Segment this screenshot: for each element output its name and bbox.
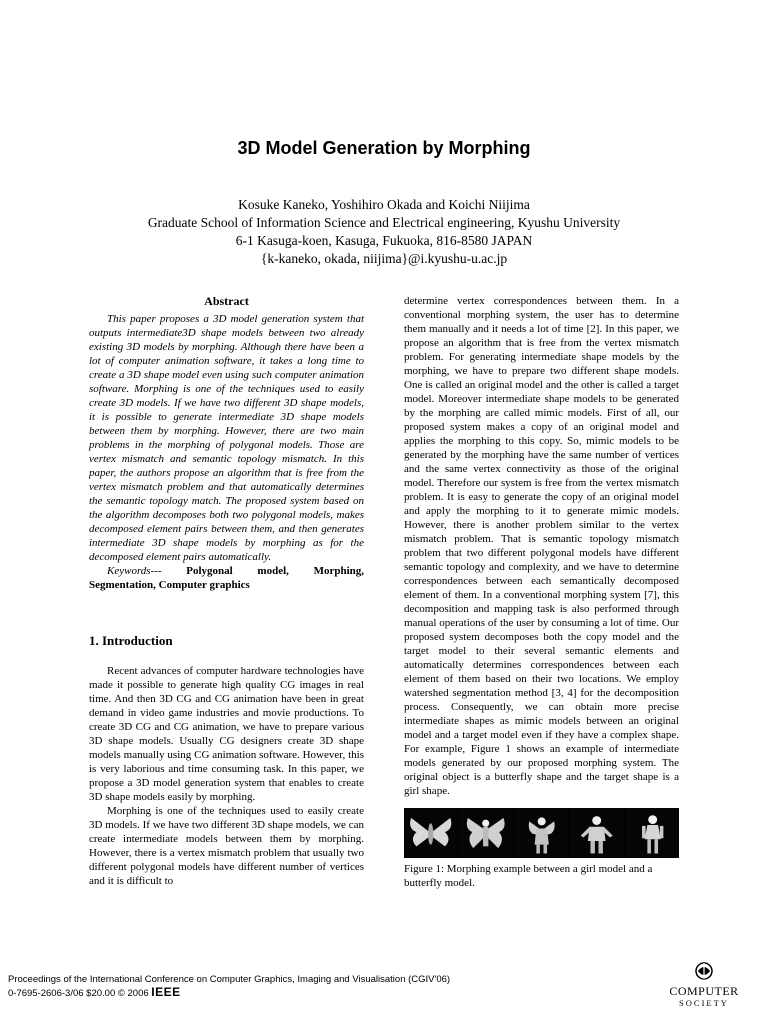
proceedings-line: Proceedings of the International Conference on Computer Graphics, Imaging and Visualisation (CGIV'06) xyxy=(8,974,451,985)
computer-society-logo xyxy=(664,962,744,1008)
figure-panel-step-3 xyxy=(515,808,568,858)
abstract-heading: Abstract xyxy=(204,294,249,308)
figure-panel-butterfly xyxy=(404,808,457,858)
introduction-heading: 1. Introduction xyxy=(89,633,173,648)
keywords-terms: Polygonal model, Morphing, Segmentation, Computer graphics xyxy=(89,565,364,591)
author-block xyxy=(0,196,768,268)
figure-panel-step-2 xyxy=(459,808,512,858)
isbn: 0-7695-2606-3/06 $20.00 © 2006 xyxy=(8,988,149,999)
isbn-line xyxy=(8,986,450,1000)
email: {k-kaneko, okada, niijima}@i.kyushu-u.ac.jp xyxy=(260,251,508,266)
ieee-logo: IEEE xyxy=(151,985,181,999)
figure-1-caption: Figure 1: Morphing example between a girl model and a butterfly model. xyxy=(404,863,653,889)
intro-paragraph-2: Morphing is one of the techniques used to easily create 3D models. If we have two different 3D shape models, we can create intermediate models between them by morphing. However, there is a vertex mismatch problem that usually two different polygonal models have different number of vertices and it is difficult to xyxy=(89,805,364,887)
intro-paragraph-3: determine vertex correspondences between them. In a conventional morphing system, the user has to determine them manually and it needs a lot of time [2]. In this paper, we propose an algorithm that is free from the vertex mismatch problem. For generating intermediate shape models by the morphing, we have to prepare two different shape models. One is called an original model and the other is called a target model. Moreover intermediate shape models to be generated by the morphing are called mimic models. First of all, our proposed system makes a copy of an original model and applies the morphing to this copy. So, mimic models to be generated by the morphing have the same number of vertices and the same vertex connectivity as those of the original model. Therefore our system is free from the vertex mismatch problem. It is easy to generate the copy of an original model and apply the morphing to it to generate mimic models. However, there is another problem similar to the vertex mismatch problem. That is semantic topology mismatch problem that two different polygonal models have different semantic topology and complexity, and we have to determine correspondences between each semantically decomposed element of them. In a conventional morphing system [7], this decomposition and mapping task is also performed through manual operations of the user by consuming a lot of time. Our proposed system decomposes both the copy model and the target model to their several semantic elements and automatically determines correspondences between each element of them based on their two locations. We employ watershed segmentation method [3, 4] for the decomposition process. Consequently, we can obtain more precise intermediate shapes as mimic models between an original model and a target model even if they have a complex shape. For example, Figure 1 shows an example of intermediate models generated by our proposed morphing system. The original object is a butterfly shape and the target shape is a girl shape. xyxy=(404,295,679,797)
computer-society-line1: COMPUTER xyxy=(669,984,739,998)
paper-title: 3D Model Generation by Morphing xyxy=(237,138,531,158)
authors: Kosuke Kaneko, Yoshihiro Okada and Koichi Niijima xyxy=(238,197,530,212)
footer xyxy=(8,973,450,1000)
computer-society-line2: SOCIETY xyxy=(679,998,729,1008)
keywords xyxy=(89,564,364,592)
abstract-text: This paper proposes a 3D model generation system that outputs intermediate3D shape models between two already existing 3D models by morphing. Although there have been a lot of computer animation software, it takes a long time to create a 3D shape model even using such computer animation software. Morphing is one of the techniques used to easily create 3D models. If we have two different 3D shape models, it is possible to generate intermediate 3D shape models between them by morphing. However, there are two main problems in the morphing of polygonal models. Those are vertex mismatch and semantic topology mismatch. In this paper, the authors propose an algorithm that is free from the vertex mismatch problem and that automatically determines the semantic topology match. The proposed system based on the algorithm decomposes both two polygonal models, makes decomposed element pairs between them, and then generates intermediate 3D shape models by morphing as for the decomposed element pairs automatically. xyxy=(89,313,364,563)
figure-1-image xyxy=(404,808,679,858)
left-column xyxy=(89,294,364,888)
affiliation: Graduate School of Information Science and Electrical engineering, Kyushu University xyxy=(147,215,621,230)
figure-panel-girl xyxy=(626,808,679,858)
keywords-label: Keywords--- xyxy=(107,565,162,577)
ieee-emblem-icon xyxy=(692,962,716,980)
right-column xyxy=(404,294,679,890)
intro-paragraph-1: Recent advances of computer hardware technologies have made it possible to generate high quality CG images in real time. And then 3D CG and CG animation have been in great demand in video game industries and movie productions. To create 3D CG and CG animation, we have to prepare various 3D shape models. Usually CG designers create 3D shape models manually using CG animation software. However, this is very laborious and time consuming task. In this paper, we propose a 3D model generation system that enables to create 3D shape models easily by morphing. xyxy=(89,665,364,803)
figure-panel-step-4 xyxy=(570,808,623,858)
address: 6-1 Kasuga-koen, Kasuga, Fukuoka, 816-8580 JAPAN xyxy=(235,233,533,248)
